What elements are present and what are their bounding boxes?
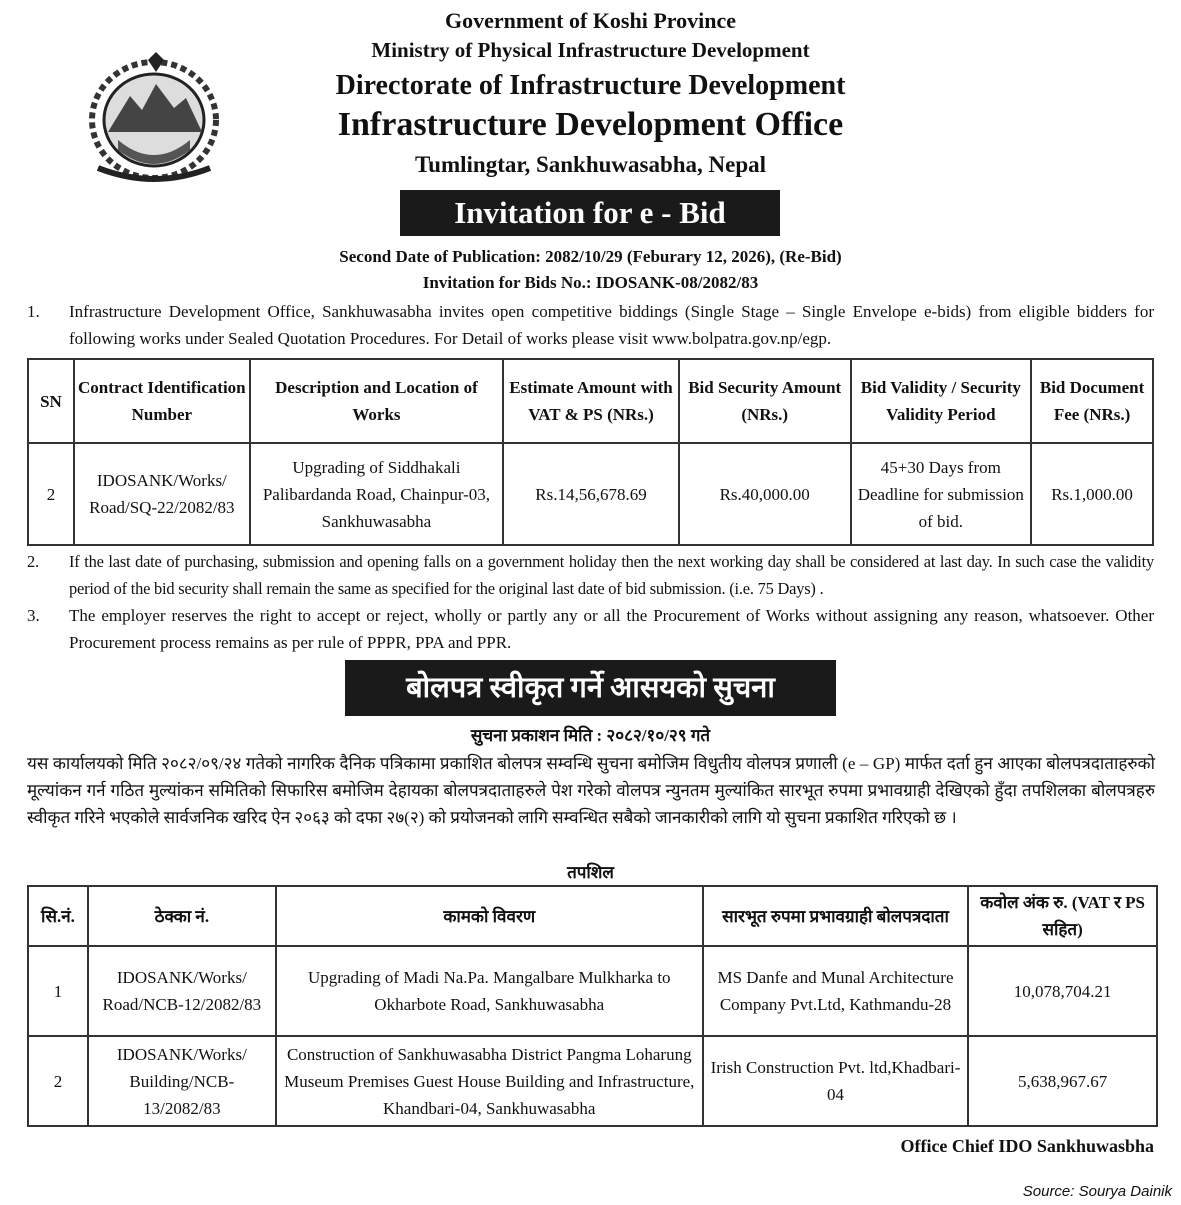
- cell-document-fee: Rs.1,000.00: [1031, 443, 1153, 545]
- cell-validity: 45+30 Days from Deadline for submission of bid.: [851, 443, 1032, 545]
- header-cell: सारभूत रुपमा प्रभावग्राही बोलपत्रदाता: [703, 886, 968, 946]
- cell-estimate: Rs.14,56,678.69: [503, 443, 679, 545]
- cell-description: Construction of Sankhuwasabha District Pangma Loharung Museum Premises Guest House Building and Infrastructure, Khandbari-04, Sankhuwasabha: [276, 1036, 703, 1126]
- header-cell: Bid Security Amount (NRs.): [679, 359, 851, 443]
- paragraph-3: [27, 602, 1154, 656]
- header-cell: Contract Identification Number: [74, 359, 250, 443]
- office-chief-signature: Office Chief IDO Sankhuwasbha: [900, 1136, 1154, 1156]
- paragraph-2: [27, 548, 1154, 602]
- source-credit: Source: Sourya Dainik: [1022, 1183, 1172, 1200]
- header-ministry: Ministry of Physical Infrastructure Development: [371, 38, 810, 62]
- header-cell: Estimate Amount with VAT & PS (NRs.): [503, 359, 679, 443]
- table-row: [28, 443, 1153, 545]
- nepali-notice-date: सुचना प्रकाशन मिति : २०८२/१०/२९ गते: [470, 726, 711, 745]
- cell-sn: 2: [28, 1036, 88, 1126]
- header-cell: Bid Validity / Security Validity Period: [851, 359, 1032, 443]
- cell-amount: 5,638,967.67: [968, 1036, 1157, 1126]
- cell-sn: 2: [28, 443, 74, 545]
- header-cell: सि.नं.: [28, 886, 88, 946]
- header-cell: Bid Document Fee (NRs.): [1031, 359, 1153, 443]
- invitation-title: Invitation for e - Bid: [400, 190, 780, 236]
- header-cell: कवोल अंक रु. (VAT र PS सहित): [968, 886, 1157, 946]
- header-cell: SN: [28, 359, 74, 443]
- cell-contract-id: IDOSANK/Works/ Road/NCB-12/2082/83: [88, 946, 276, 1036]
- bid-table-header: [28, 359, 1153, 443]
- header-cell: कामको विवरण: [276, 886, 703, 946]
- award-table-header: [28, 886, 1157, 946]
- cell-contract-id: IDOSANK/Works/ Building/NCB- 13/2082/83: [88, 1036, 276, 1126]
- paragraph-1: [27, 298, 1154, 352]
- paragraph-text: If the last date of purchasing, submission and opening falls on a government holiday then the next working day shall be considered at last day. In such case the validity period of the bid security shall remain the same as specified for the original last date of bid submission. (i.e. 75 Days) .: [69, 552, 1154, 598]
- cell-sn: 1: [28, 946, 88, 1036]
- nepali-notice-title: बोलपत्र स्वीकृत गर्ने आसयको सुचना: [345, 660, 836, 716]
- header-government: Government of Koshi Province: [444, 8, 737, 33]
- header-office: Infrastructure Development Office: [337, 106, 844, 143]
- header-cell: Description and Location of Works: [250, 359, 503, 443]
- paragraph-text: Infrastructure Development Office, Sankhuwasabha invites open competitive biddings (Single Stage – Single Envelope e-bids) from eligible bidders for following works under Sealed Quotation Procedures. For Detail of works please visit www.bolpatra.gov.np/egp.: [69, 302, 1154, 348]
- paragraph-number: 1.: [27, 302, 40, 321]
- header-cell: ठेक्का नं.: [88, 886, 276, 946]
- cell-description: Upgrading of Madi Na.Pa. Mangalbare Mulkharka to Okharbote Road, Sankhuwasabha: [276, 946, 703, 1036]
- publication-date: Second Date of Publication: 2082/10/29 (Feburary 12, 2026), (Re-Bid): [339, 247, 842, 266]
- table-row: [28, 946, 1157, 1036]
- paragraph-number: 3.: [27, 606, 40, 625]
- nepali-notice-body: यस कार्यालयको मिति २०८२/०९/२४ गतेको नागरिक दैनिक पत्रिकामा प्रकाशित बोलपत्र सम्वन्धि सुचना बमोजिम विधुतीय वोलपत्र प्रणाली (e – GP) मार्फत दर्ता हुन आएका बोलपत्रदाताहरुको मूल्यांकन गर्न गठित मुल्यांकन समितिको सिफारिस बमोजिम देहायका बोलपत्रदाताहरुले पेश गरेको वोलपत्र न्युनतम मुल्यांकित सारभूत रुपमा प्रभावग्राही देखिएको हुँदा तपशिलका बोलपत्रहरु स्वीकृत गरिने भएकोले सार्वजनिक खरिद ऐन २०६३ को दफा २७(२) को प्रयोजनको लागि सम्वन्धित सबैको जानकारीको लागि यो सुचना प्रकाशित गरिएको छ ।: [27, 754, 1155, 827]
- cell-description: Upgrading of Siddhakali Palibardanda Road, Chainpur-03, Sankhuwasabha: [250, 443, 503, 545]
- paragraph-text: The employer reserves the right to accept or reject, wholly or partly any or all the Procurement of Works without assigning any reason, whatsoever. Other Procurement process remains as per rule of PPPR, PPA and PPR.: [69, 606, 1154, 652]
- cell-bid-security: Rs.40,000.00: [679, 443, 851, 545]
- cell-contract-id: IDOSANK/Works/ Road/SQ-22/2082/83: [74, 443, 250, 545]
- bid-table: [27, 358, 1154, 546]
- cell-bidder: Irish Construction Pvt. ltd,Khadbari-04: [703, 1036, 968, 1126]
- award-table: [27, 885, 1158, 1127]
- table-row: [28, 1036, 1157, 1126]
- bid-number: Invitation for Bids No.: IDOSANK-08/2082/83: [422, 273, 759, 292]
- publication-info: [0, 244, 1181, 296]
- nepal-government-emblem-icon: [78, 50, 230, 186]
- header-address: Tumlingtar, Sankhuwasabha, Nepal: [414, 152, 767, 177]
- header-directorate: Directorate of Infrastructure Development: [335, 70, 846, 101]
- paragraph-number: 2.: [27, 552, 39, 571]
- tapshil-heading: तपशिल: [567, 863, 614, 882]
- cell-amount: 10,078,704.21: [968, 946, 1157, 1036]
- cell-bidder: MS Danfe and Munal Architecture Company Pvt.Ltd, Kathmandu-28: [703, 946, 968, 1036]
